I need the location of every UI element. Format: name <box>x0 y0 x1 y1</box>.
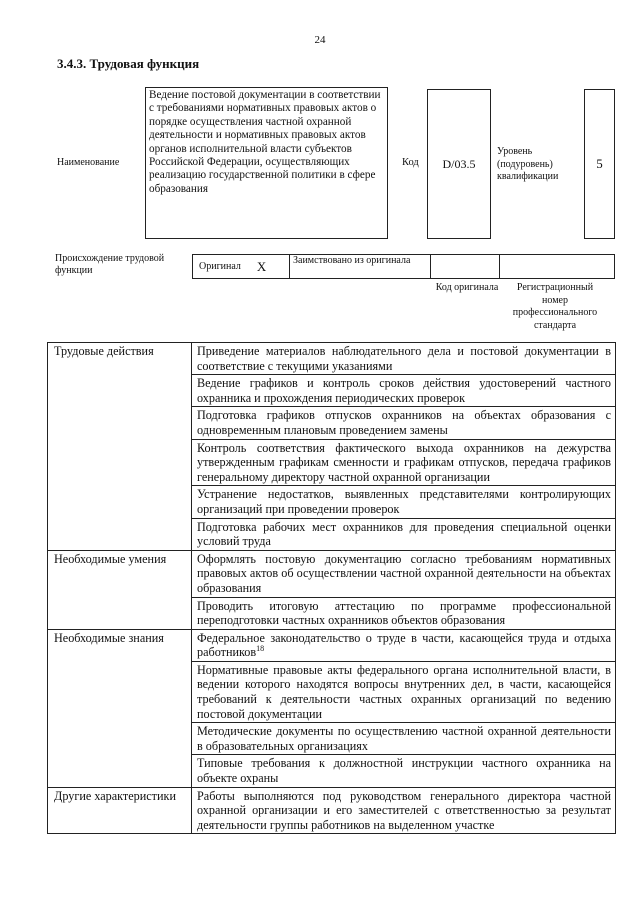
table-cell: Подготовка графиков отпусков охранников на объектах образования с одновременным плановым проведением замены <box>192 407 616 439</box>
original-cell <box>192 254 290 279</box>
table-cell: Подготовка рабочих мест охранников для проведения специальной оценки условий труда <box>192 518 616 550</box>
level-value: 5 <box>584 89 615 239</box>
original-label: Оригинал <box>199 261 241 272</box>
table-cell: Типовые требования к должностной инструкции частного охранника на объекте охраны <box>192 755 616 787</box>
code-value: D/03.5 <box>427 89 491 239</box>
requirements-table <box>47 342 616 834</box>
code-caption: Код оригинала <box>435 282 499 293</box>
borrowed-cell: Заимствовано из оригинала <box>289 254 431 279</box>
origin-reg-cell <box>499 254 615 279</box>
table-row <box>48 629 616 661</box>
table-cell: Нормативные правовые акты федерального органа исполнительной власти, в ведении которого находятся вопросы внутренних дел, в части, касающейся требований к деятельности частных охранных организаций по ведению постовой документации <box>192 661 616 722</box>
cell-text: Федеральное законодательство о труде в части, касающейся труда и отдыха работников <box>197 630 611 660</box>
section-title: Другие характеристики <box>48 787 192 834</box>
table-cell: Приведение материалов наблюдательного дела и постовой документации в соответствие с текущими указаниями <box>192 343 616 375</box>
table-cell <box>192 629 616 661</box>
level-label: Уровень (подуровень) квалификации <box>497 146 559 182</box>
origin-row <box>192 254 615 279</box>
table-cell: Работы выполняются под руководством генерального директора частной охранной организации и его заместителей с ответственностью за результат деятельности группы работников на выделенном участке <box>192 787 616 834</box>
original-mark: X <box>256 258 267 274</box>
section-title: Необходимые знания <box>48 629 192 787</box>
table-cell: Ведение графиков и контроль сроков действия удостоверений частного охранника и прохождения периодических проверок <box>192 375 616 407</box>
section-title: Необходимые умения <box>48 550 192 629</box>
table-row <box>48 343 616 375</box>
table-row <box>48 550 616 597</box>
table-cell: Устранение недостатков, выявленных представителями контролирующих организаций при проведении проверок <box>192 486 616 518</box>
table-cell: Оформлять постовую документацию согласно требованиям нормативных правовых актов об осуществлении частной охранной деятельности на объектах образования <box>192 550 616 597</box>
footnote-ref: 18 <box>256 644 265 654</box>
page-number: 24 <box>314 34 326 46</box>
origin-code-cell <box>430 254 500 279</box>
reg-caption: Регистрационный номер профессионального стандарта <box>512 282 598 331</box>
table-row <box>48 787 616 834</box>
function-name: Ведение постовой документации в соответствии с требованиями нормативных правовых актов о порядке осуществления частной охранной деятельности и нормативных правовых актов органов исполнительной власти субъектов Российской Федерации, осуществляющих реализацию государственной политики в сфере образования <box>145 87 388 239</box>
section-heading: 3.4.3. Трудовая функция <box>57 56 200 71</box>
code-label: Код <box>402 157 419 168</box>
section-title: Трудовые действия <box>48 343 192 551</box>
origin-label: Происхождение трудовой функции <box>55 253 165 276</box>
table-cell: Методические документы по осуществлению частной охранной деятельности в образовательных организациях <box>192 723 616 755</box>
table-cell: Проводить итоговую аттестацию по программе профессиональной переподготовки частных охранников объектов образования <box>192 597 616 629</box>
name-label: Наименование <box>57 157 120 168</box>
table-cell: Контроль соответствия фактического выхода охранников на дежурства утвержденным графикам сменности и графикам отпусков, передача графиков генеральному директору частной охранной организации <box>192 439 616 486</box>
